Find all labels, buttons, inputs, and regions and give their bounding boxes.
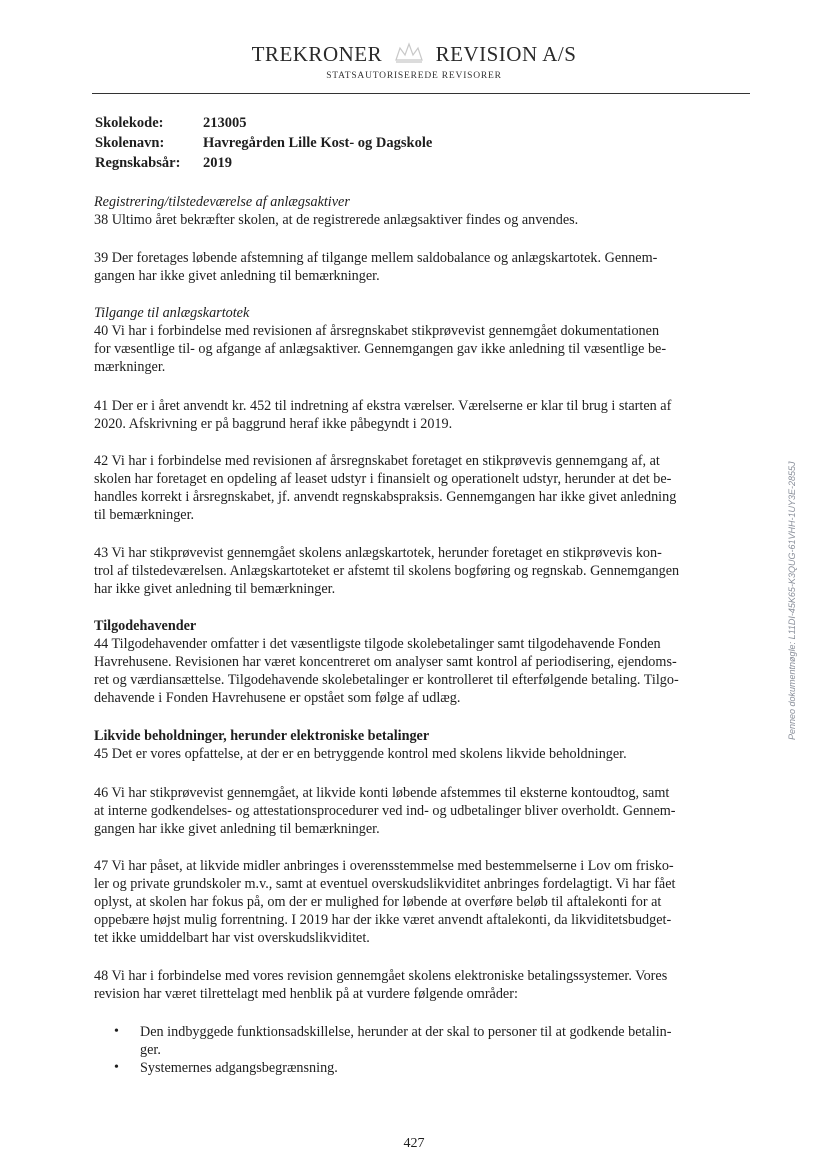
paragraph-46-line-3: gangen har ikke givet anledning til bemærkninger.: [94, 821, 380, 837]
paragraph-41-line-1: 41 Der er i året anvendt kr. 452 til indretning af ekstra værelser. Værelserne er klar til brug i starten af: [94, 398, 672, 414]
fiscal-year-value: 2019: [203, 155, 232, 171]
school-code-label: Skolekode:: [95, 115, 164, 131]
fiscal-year-row: [95, 153, 432, 173]
paragraph-39-line-1: 39 Der foretages løbende afstemning af tilgange mellem saldobalance og anlægskartotek. Gennem-: [94, 250, 658, 266]
paragraph-42-line-2: skolen har foretaget en opdeling af leaset udstyr i finansielt og operationelt udstyr, herunder at det be-: [94, 471, 672, 487]
paragraph-43-line-3: har ikke givet anledning til bemærkninger.: [94, 581, 336, 597]
paragraph-43-line-1: 43 Vi har stikprøvevist gennemgået skolens anlægskartotek, herunder foretaget en stikprøvevis kon-: [94, 545, 662, 561]
school-name-row: [95, 133, 432, 153]
section-heading-registration: Registrering/tilstedeværelse af anlægsaktiver: [94, 194, 350, 210]
page-number: 427: [403, 1136, 425, 1151]
paragraph-46-line-2: at interne godkendelses- og attestationsprocedurer ved ind- og udbetalinger bliver overholdt. Gennem-: [94, 803, 676, 819]
paragraph-40-line-1: 40 Vi har i forbindelse med revisionen af årsregnskabet stikprøvevist gennemgået dokumentationen: [94, 323, 660, 339]
paragraph-44-line-4: dehavende i Fonden Havrehusene er opstået som følge af udlæg.: [94, 690, 461, 706]
paragraph-41-line-2: 2020. Afskrivning er på baggrund heraf ikke påbegyndt i 2019.: [94, 416, 453, 432]
bullet-icon: •: [114, 1060, 119, 1075]
section-heading-additions: Tilgange til anlægskartotek: [94, 305, 250, 321]
paragraph-44-line-2: Havrehusene. Revisionen har været koncentreret om analyser samt kontrol af periodisering, ejendoms-: [94, 654, 677, 670]
paragraph-42-line-4: til bemærkninger.: [94, 507, 195, 523]
paragraph-40-line-2: for væsentlige til- og afgange af anlægsaktiver. Gennemgangen gav ikke anledning til væsentlige be-: [94, 341, 667, 357]
section-heading-receivables: Tilgodehavender: [94, 618, 197, 634]
header-divider: [92, 93, 750, 94]
paragraph-47-line-1: 47 Vi har påset, at likvide midler anbringes i overensstemmelse med bestemmelserne i Lov om frisko-: [94, 858, 674, 874]
paragraph-40-line-3: mærkninger.: [94, 359, 166, 375]
bullet-1-line-2: ger.: [140, 1042, 161, 1058]
firm-name-right: REVISION A/S: [435, 42, 577, 66]
paragraph-48-line-2: revision har været tilrettelagt med henblik på at vurdere følgende områder:: [94, 986, 518, 1002]
paragraph-47-line-3: oplyst, at skolen har fokus på, om der er mulighed for løbende at overføre beløb til aftalekonti for at: [94, 894, 662, 910]
paragraph-47-line-5: tet ikke umiddelbart har vist overskudslikviditet.: [94, 930, 370, 946]
paragraph-44-line-1: 44 Tilgodehavender omfatter i det væsentligste tilgode skolebetalinger samt tilgodehavende Fonden: [94, 636, 661, 652]
section-heading-liquid-assets: Likvide beholdninger, herunder elektroniske betalinger: [94, 728, 430, 744]
paragraph-45: 45 Det er vores opfattelse, at der er en betryggende kontrol med skolens likvide beholdninger.: [94, 746, 627, 762]
school-name-label: Skolenavn:: [95, 135, 165, 151]
bullet-2: Systemernes adgangsbegrænsning.: [140, 1060, 338, 1076]
fiscal-year-label: Regnskabsår:: [95, 155, 181, 171]
crown-logo-icon: [392, 40, 426, 64]
firm-subtitle: STATSAUTORISEREDE REVISORER: [326, 71, 502, 81]
firm-name: [0, 40, 828, 67]
school-code-value: 213005: [203, 115, 247, 131]
firm-name-left: TREKRONER: [251, 42, 383, 66]
paragraph-47-line-2: ler og private grundskoler m.v., samt at eventuel overskudslikviditet anbringes fordelagtigt. Vi har fået: [94, 876, 676, 892]
paragraph-42-line-3: handles korrekt i årsregnskabet, jf. anvendt regnskabspraksis. Gennemgangen har ikke givet anledning: [94, 489, 677, 505]
penneo-document-key: Penneo dokumentnøgle: L11DI-45K65-K3QUG-61VHH-1UY3E-2855J: [787, 461, 797, 740]
paragraph-43-line-2: trol af tilstedeværelsen. Anlægskartoteket er afstemt til skolens bogføring og regnskab. Gennemgangen: [94, 563, 680, 579]
paragraph-42-line-1: 42 Vi har i forbindelse med revisionen af årsregnskabet foretaget en stikprøvevis gennemgang af, at: [94, 453, 660, 469]
school-code-row: [95, 113, 432, 133]
school-info: [95, 113, 432, 173]
paragraph-47-line-4: oppebære højst mulig forrentning. I 2019 har der ikke været anvendt aftalekonti, da likviditetsbudget-: [94, 912, 672, 928]
paragraph-44-line-3: ret og værdiansættelse. Tilgodehavende skolebetalinger er kontrolleret til efterfølgende betaling. Tilgo-: [94, 672, 679, 688]
paragraph-46-line-1: 46 Vi har stikprøvevist gennemgået, at likvide konti løbende afstemmes til eksterne kontoudtog, samt: [94, 785, 670, 801]
paragraph-38: 38 Ultimo året bekræfter skolen, at de registrerede anlægsaktiver findes og anvendes.: [94, 212, 579, 228]
bullet-icon: •: [114, 1024, 119, 1039]
paragraph-39-line-2: gangen har ikke givet anledning til bemærkninger.: [94, 268, 380, 284]
paragraph-48-line-1: 48 Vi har i forbindelse med vores revision gennemgået skolens elektroniske betalingssystemer. Vores: [94, 968, 668, 984]
bullet-1-line-1: Den indbyggede funktionsadskillelse, herunder at der skal to personer til at godkende betalin-: [140, 1024, 672, 1040]
school-name-value: Havregården Lille Kost- og Dagskole: [203, 135, 433, 151]
